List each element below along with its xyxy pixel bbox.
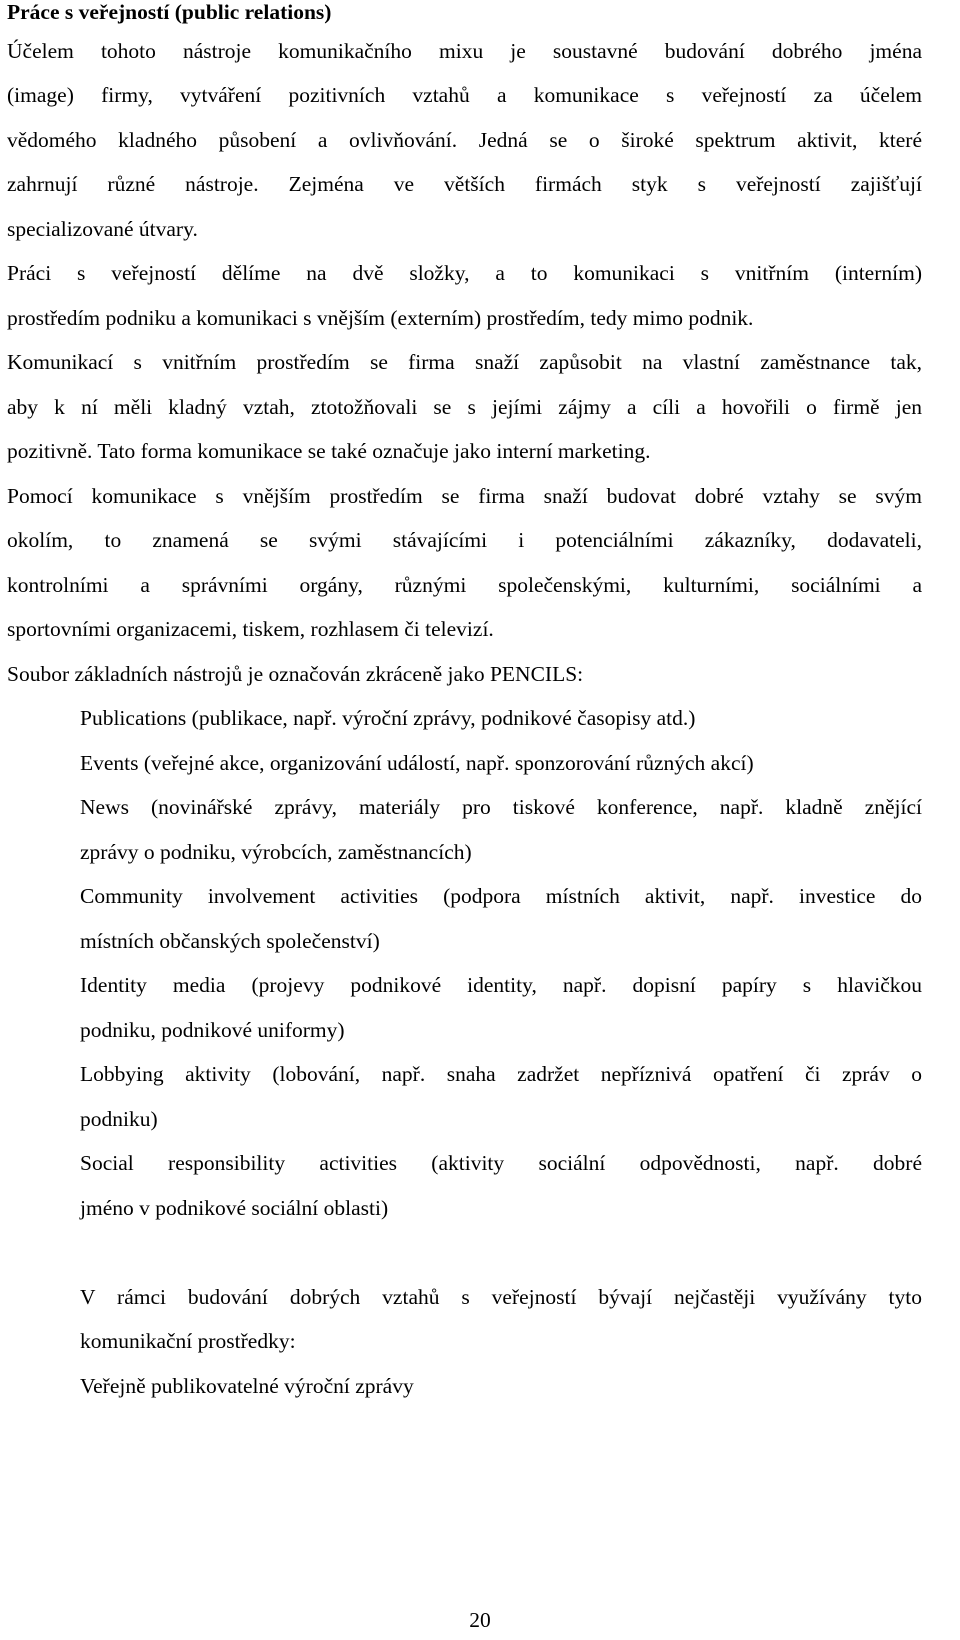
list-item: Social responsibility activities (aktivity sociální odpovědnosti, např. dobré (80, 1151, 922, 1175)
paragraph-line: Komunikací s vnitřním prostředím se firma snaží zapůsobit na vlastní zaměstnance tak, (7, 350, 922, 374)
list-item: podniku) (80, 1107, 158, 1131)
paragraph-line: okolím, to znamená se svými stávajícími i potenciálními zákazníky, dodavateli, (7, 528, 922, 552)
paragraph-line: specializované útvary. (7, 217, 198, 241)
list-item: Events (veřejné akce, organizování událostí, např. sponzorování různých akcí) (80, 751, 754, 775)
paragraph-line: Soubor základních nástrojů je označován zkráceně jako PENCILS: (7, 662, 584, 686)
list-item: místních občanských společenství) (80, 929, 380, 953)
paragraph-line: aby k ní měli kladný vztah, ztotožňovali se s jejími zájmy a cíli a hovořili o firmě jen (7, 395, 922, 419)
paragraph-line: zahrnují různé nástroje. Zejména ve větších firmách styk s veřejností zajišťují (7, 172, 922, 196)
list-item: Lobbying aktivity (lobování, např. snaha zadržet nepříznivá opatření či zpráv o (80, 1062, 922, 1086)
paragraph-line: Práci s veřejností dělíme na dvě složky, a to komunikaci s vnitřním (interním) (7, 261, 922, 285)
paragraph-line: vědomého kladného působení a ovlivňování. Jedná se o široké spektrum aktivit, které (7, 128, 922, 152)
closing-line: komunikační prostředky: (80, 1329, 296, 1353)
list-item: News (novinářské zprávy, materiály pro tiskové konference, např. kladně znějící (80, 795, 922, 819)
paragraph-line: Účelem tohoto nástroje komunikačního mixu je soustavné budování dobrého jména (7, 39, 922, 63)
paragraph-line: prostředím podniku a komunikaci s vnějším (externím) prostředím, tedy mimo podnik. (7, 306, 754, 330)
page-number: 20 (469, 1608, 491, 1632)
section-heading: Práce s veřejností (public relations) (7, 0, 332, 24)
list-item: Community involvement activities (podpora místních aktivit, např. investice do (80, 884, 922, 908)
paragraph-line: Pomocí komunikace s vnějším prostředím se firma snaží budovat dobré vztahy se svým (7, 484, 922, 508)
list-item: podniku, podnikové uniformy) (80, 1018, 345, 1042)
list-item: jméno v podnikové sociální oblasti) (80, 1196, 389, 1220)
list-item: Publications (publikace, např. výroční zprávy, podnikové časopisy atd.) (80, 706, 696, 730)
paragraph-line: pozitivně. Tato forma komunikace se také označuje jako interní marketing. (7, 439, 651, 463)
closing-line: V rámci budování dobrých vztahů s veřejností bývají nejčastěji využívány tyto (80, 1285, 922, 1309)
paragraph-line: kontrolními a správními orgány, různými společenskými, kulturními, sociálními a (7, 573, 922, 597)
paragraph-line: (image) firmy, vytváření pozitivních vztahů a komunikace s veřejností za účelem (7, 83, 922, 107)
list-item: zprávy o podniku, výrobcích, zaměstnancích) (80, 840, 472, 864)
closing-line: Veřejně publikovatelné výroční zprávy (80, 1374, 414, 1398)
list-item: Identity media (projevy podnikové identity, např. dopisní papíry s hlavičkou (80, 973, 922, 997)
paragraph-line: sportovními organizacemi, tiskem, rozhlasem či televizí. (7, 617, 494, 641)
